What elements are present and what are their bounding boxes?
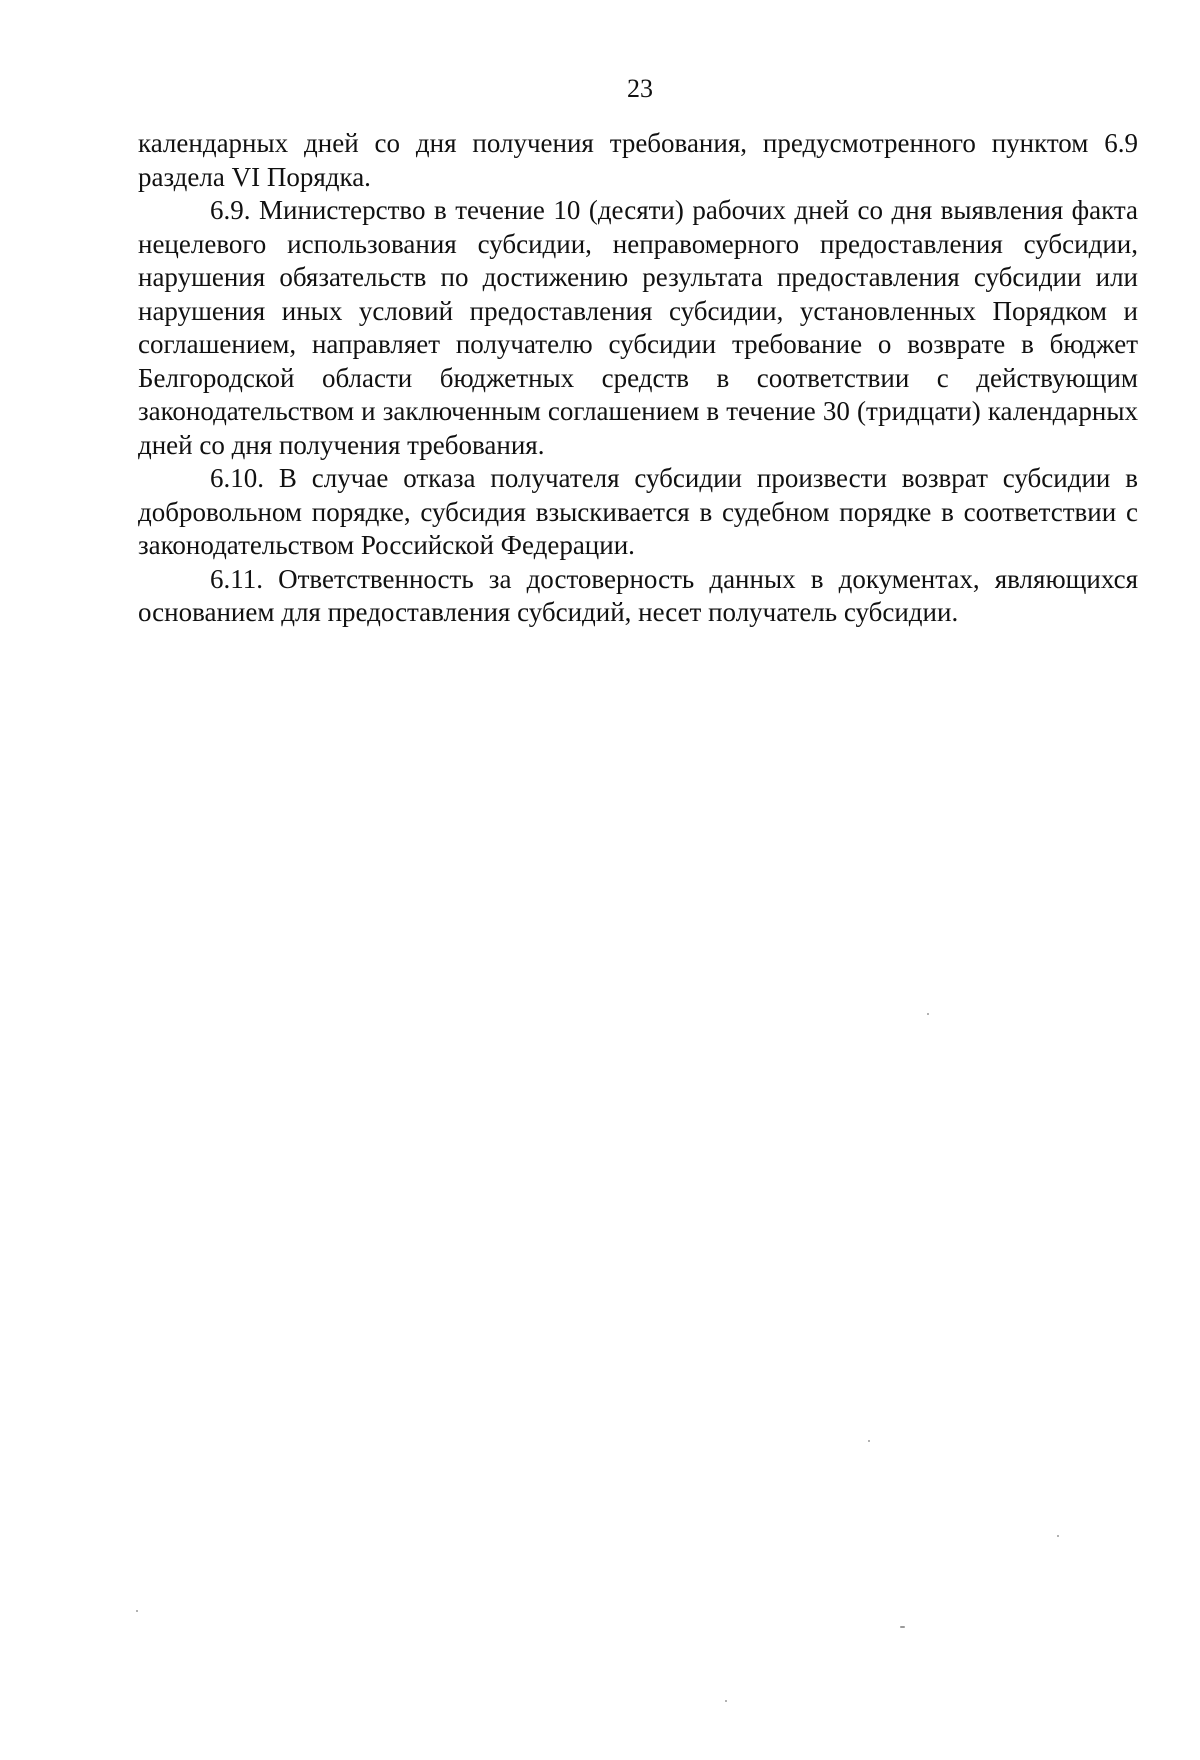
page-number: 23 — [627, 74, 653, 103]
paragraph-6-10: 6.10. В случае отказа получателя субсидии произвести возврат субсидии в добровольном порядке, субсидия взыскивается в судебном порядке в соответствии с законодательством Российской Федерации. — [138, 463, 1138, 560]
scan-speck — [927, 1013, 929, 1015]
scan-speck — [136, 1610, 138, 1612]
scan-speck — [1057, 1535, 1059, 1537]
scan-speck — [725, 1700, 727, 1702]
paragraph-6-11: 6.11. Ответственность за достоверность данных в документах, являющихся основанием для предоставления субсидий, несет получатель субсидии. — [138, 563, 1138, 627]
document-body — [138, 127, 1138, 630]
scan-speck — [900, 1626, 905, 1628]
scan-speck — [868, 1440, 870, 1442]
paragraph-6-9: 6.9. Министерство в течение 10 (десяти) рабочих дней со дня выявления факта нецелевого использования субсидии, неправомерного предоставления субсидии, нарушения обязательств по достижению результата предоставления субсидии или нарушения иных условий предоставления субсидии, установленных Порядком и соглашением, направляет получателю субсидии требование о возврате в бюджет Белгородской области бюджетных средств в соответствии с действующим законодательством и заключенным соглашением в течение 30 (тридцати) календарных дней со дня получения требования. — [138, 195, 1138, 460]
paragraph-continuation: календарных дней со дня получения требования, предусмотренного пунктом 6.9 раздела VI Порядка. — [138, 128, 1138, 192]
